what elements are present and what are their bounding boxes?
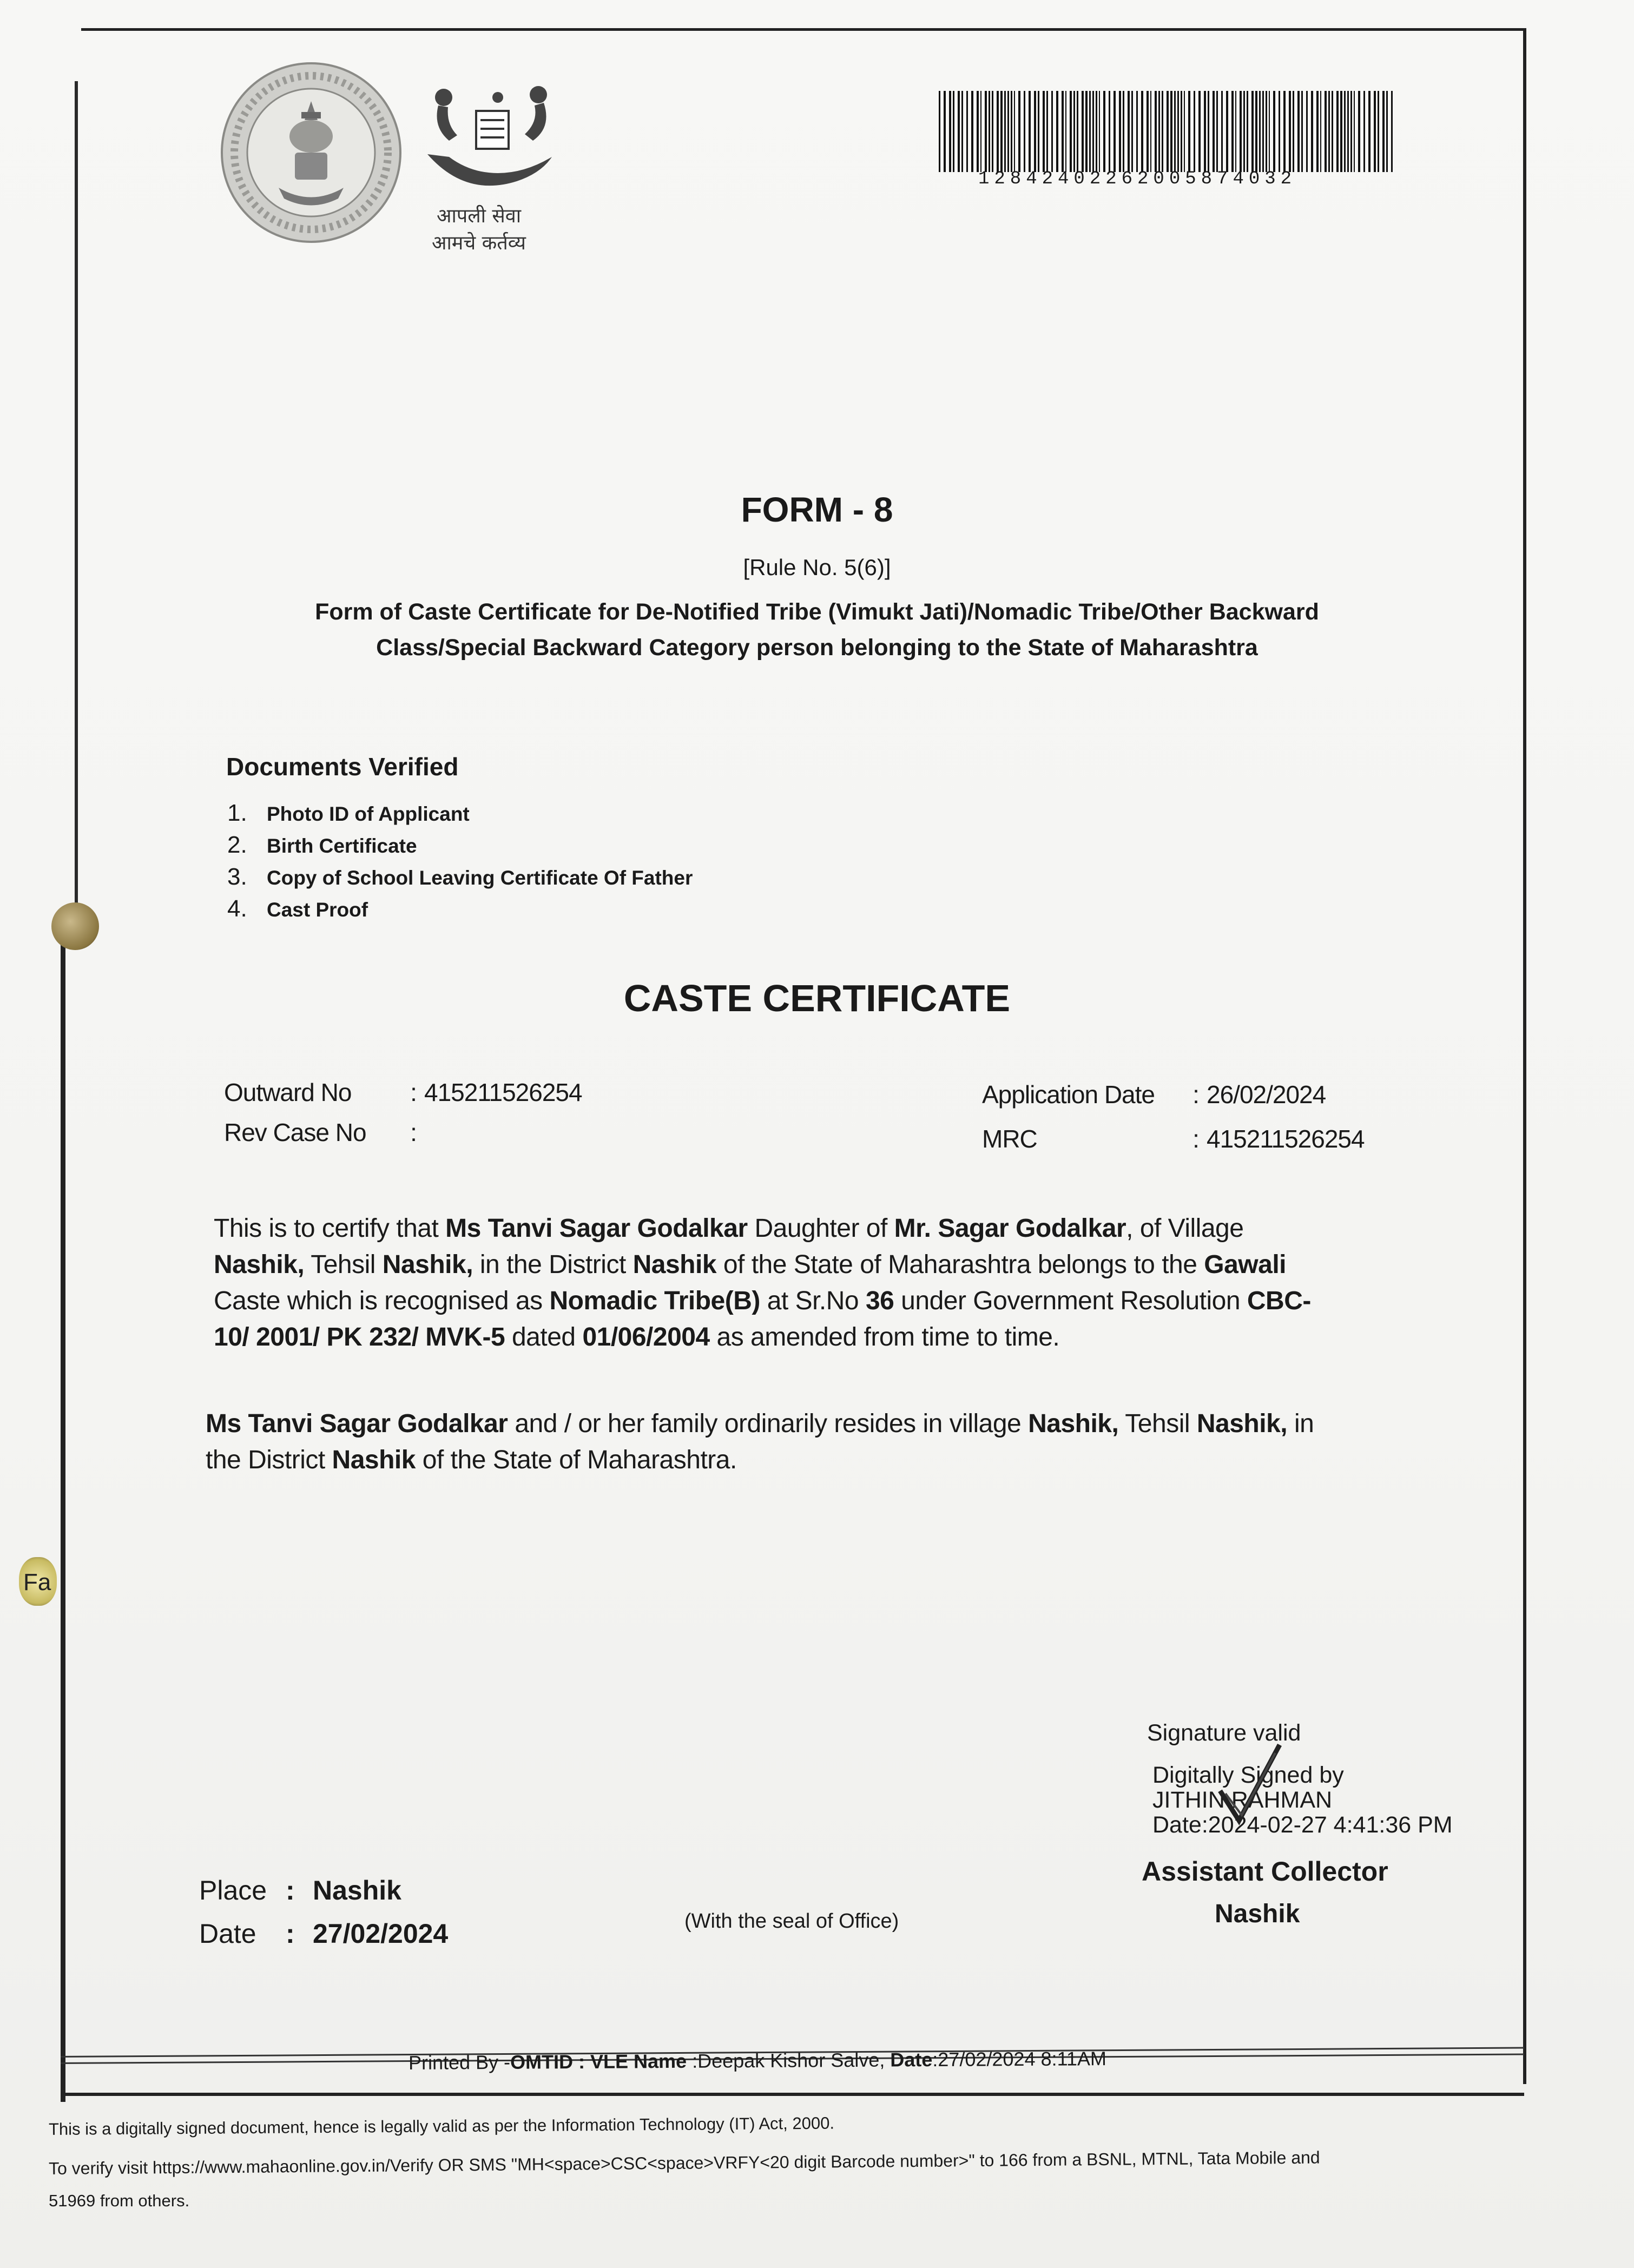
barcode-bar — [1099, 91, 1100, 172]
designation: Assistant Collector — [1142, 1856, 1388, 1887]
form-subtitle — [227, 594, 1407, 665]
barcode-bar — [1340, 91, 1342, 172]
barcode-bar — [1000, 91, 1003, 172]
barcode-bar — [1332, 91, 1333, 172]
barcode-bar — [1188, 91, 1190, 172]
form-title: FORM - 8 — [741, 490, 893, 529]
barcode-bar — [1167, 91, 1169, 172]
barcode-bar — [1262, 91, 1264, 172]
barcode-bar — [1018, 91, 1020, 172]
barcode-bar — [1131, 91, 1133, 172]
barcode-bar — [1269, 91, 1270, 172]
barcode-bar — [1273, 91, 1275, 172]
barcode-bar — [1266, 91, 1267, 172]
caste-certificate-title: CASTE CERTIFICATE — [623, 977, 1011, 1019]
barcode-bar — [1038, 91, 1039, 172]
barcode-bar — [1259, 91, 1261, 172]
barcode-bar — [944, 91, 946, 172]
barcode-bar — [1306, 91, 1308, 172]
signature-block — [1147, 1719, 1453, 1837]
barcode-bar — [1213, 91, 1215, 172]
footer-legal-note: This is a digitally signed document, hence is legally valid as per the Information Technology (IT) Act, 2000. — [48, 2113, 835, 2139]
barcode-bar — [1216, 91, 1218, 172]
logo-tagline-1: आपली सेवा — [436, 205, 522, 227]
barcode-bar — [961, 91, 963, 172]
list-item: 1. Photo ID of Applicant — [227, 800, 470, 826]
barcode-bar — [1320, 91, 1321, 172]
subtitle-line-1: Form of Caste Certificate for De-Notified Tribe (Vimukt Jati)/Nomadic Tribe/Other Backward — [315, 599, 1319, 625]
barcode-bar — [1350, 91, 1352, 172]
barcode-bar — [1056, 91, 1058, 172]
barcode-bar — [1382, 91, 1385, 172]
sign-date: Date:2024-02-27 4:41:36 PM — [1152, 1812, 1453, 1838]
barcode-bar — [1386, 91, 1388, 172]
barcode-bar — [1096, 91, 1097, 172]
list-item: 2. Birth Certificate — [227, 832, 417, 858]
barcode-bar — [1344, 91, 1346, 172]
barcode-bar — [966, 91, 968, 172]
barcode-bar — [1128, 91, 1130, 172]
barcode-bar — [1174, 91, 1176, 172]
barcode-bar — [1240, 91, 1242, 172]
barcode-bar — [1251, 91, 1254, 172]
application-date: Application Date : 26/02/2024 — [982, 1080, 1326, 1109]
barcode-bar — [1328, 91, 1330, 172]
barcode-bar — [1316, 91, 1319, 172]
barcode-bar — [1391, 91, 1393, 172]
barcode-bar — [939, 91, 940, 172]
border-left-lower — [61, 944, 65, 2102]
designation-place: Nashik — [1215, 1900, 1300, 1928]
barcode-bar — [1235, 91, 1236, 172]
list-item: 4. Cast Proof — [227, 895, 368, 922]
barcode-bar — [1051, 91, 1053, 172]
barcode-bar — [1358, 91, 1360, 172]
barcode-bar — [1368, 91, 1371, 172]
barcode-bar — [1085, 91, 1088, 172]
residence-paragraph: Ms Tanvi Sagar Godalkar and / or her family ordinarily resides in village Nashik, Tehsil Nashik, in the District Nashik of the State of Maharashtra. — [206, 1409, 1314, 1474]
barcode-bar — [1155, 91, 1157, 172]
barcode-bar — [1114, 91, 1116, 172]
barcode-bar — [1204, 91, 1206, 172]
barcode-bar — [1177, 91, 1179, 172]
punch-hole-label: Fa — [19, 1557, 57, 1606]
barcode-bar — [1065, 91, 1066, 172]
outward-no: Outward No : 415211526254 — [224, 1078, 582, 1106]
barcode-bar — [1136, 91, 1138, 172]
barcode-bar — [1170, 91, 1172, 172]
barcode-bar — [1336, 91, 1339, 172]
list-item: 3. Copy of School Leaving Certificate Of Father — [227, 863, 693, 890]
barcode-bar — [1363, 91, 1365, 172]
barcode-bar — [958, 91, 960, 172]
barcode-bar — [1181, 91, 1182, 172]
barcode-bar — [1231, 91, 1234, 172]
logo-tagline-2: आमचे कर्तव्य — [432, 232, 526, 254]
barcode-bar — [1141, 91, 1143, 172]
barcode-bar — [1311, 91, 1313, 172]
printed-by: Printed By -OMTID : VLE Name :Deepak Kishor Salve, Date:27/02/2024 8:11AM — [408, 2047, 1107, 2074]
barcode-bar — [1109, 91, 1110, 172]
rule-number: [Rule No. 5(6)] — [743, 555, 891, 580]
punch-hole — [51, 902, 99, 950]
border-right — [1523, 28, 1526, 2084]
barcode-bar — [1374, 91, 1376, 172]
barcode-bar — [971, 91, 973, 172]
barcode-bar — [1221, 91, 1223, 172]
barcode-bar — [1119, 91, 1121, 172]
barcode-bar — [1123, 91, 1124, 172]
barcode-bar — [980, 91, 981, 172]
barcode-bar — [1024, 91, 1025, 172]
rev-case-no: Rev Case No : — [224, 1118, 417, 1146]
maharashtra-seal-icon — [214, 61, 408, 245]
barcode-bar — [1089, 91, 1091, 172]
barcode — [939, 91, 1393, 172]
barcode-bar — [1301, 91, 1303, 172]
barcode-bar — [1184, 91, 1185, 172]
barcode-bar — [1194, 91, 1195, 172]
barcode-bar — [977, 91, 979, 172]
barcode-bar — [1150, 91, 1151, 172]
barcode-bar — [1007, 91, 1009, 172]
barcode-bar — [1029, 91, 1031, 172]
barcode-bar — [1070, 91, 1072, 172]
barcode-bar — [1226, 91, 1228, 172]
barcode-bar — [1092, 91, 1094, 172]
certification-paragraph: This is to certify that Ms Tanvi Sagar Godalkar Daughter of Mr. Sagar Godalkar, of Village Nashik, Tehsil Nashik, in the District Nashik of the State of Maharashtra belongs to the Gawali Caste which is recognised as Nomadic Tribe(B) at Sr.No 36 under Government Resolution CBC- 10/ 2001/ PK 232/ MVK-5 dated 01/06/2004 as amended from time to time. — [214, 1214, 1311, 1351]
barcode-bar — [997, 91, 999, 172]
subtitle-line-2: Class/Special Backward Category person belonging to the State of Maharashtra — [376, 635, 1258, 661]
barcode-bar — [953, 91, 954, 172]
barcode-bar — [1289, 91, 1291, 172]
barcode-bar — [992, 91, 993, 172]
hands-icon — [417, 76, 563, 200]
signer-name: JITHIN RAHMAN — [1152, 1787, 1333, 1813]
barcode-bar — [1158, 91, 1160, 172]
barcode-bar — [1297, 91, 1300, 172]
barcode-bar — [985, 91, 987, 172]
mrc: MRC : 415211526254 — [982, 1125, 1365, 1153]
border-top — [81, 28, 1526, 31]
barcode-bar — [1283, 91, 1286, 172]
barcode-bar — [989, 91, 990, 172]
signature-verified-check-icon — [1215, 1739, 1285, 1834]
documents-list — [227, 800, 693, 927]
barcode-bar — [1073, 91, 1075, 172]
barcode-bar — [1062, 91, 1064, 172]
footer-sms-note: 51969 from others. — [49, 2191, 190, 2210]
barcode-number: 12842402262005874032 — [978, 169, 1297, 189]
barcode-bar — [1198, 91, 1201, 172]
barcode-bar — [1082, 91, 1084, 172]
documents-heading: Documents Verified — [226, 753, 459, 781]
issue-place: Place : Nashik — [199, 1875, 401, 1906]
barcode-bar — [1046, 91, 1048, 172]
barcode-bar — [1014, 91, 1015, 172]
barcode-bar — [1103, 91, 1105, 172]
barcode-bar — [1162, 91, 1163, 172]
border-bottom — [61, 2093, 1524, 2096]
barcode-bar — [1354, 91, 1355, 172]
barcode-bar — [1208, 91, 1209, 172]
barcode-bar — [1255, 91, 1257, 172]
barcode-bar — [1347, 91, 1349, 172]
seal-note: (With the seal of Office) — [684, 1910, 899, 1933]
aaple-sarkar-logo — [417, 76, 563, 271]
issue-date: Date : 27/02/2024 — [199, 1918, 449, 1949]
barcode-bar — [1034, 91, 1036, 172]
barcode-bar — [949, 91, 951, 172]
barcode-bar — [1325, 91, 1327, 172]
digitally-signed-by: Digitally Signed by — [1152, 1762, 1344, 1788]
barcode-bar — [1247, 91, 1248, 172]
barcode-bar — [1147, 91, 1149, 172]
barcode-bar — [1004, 91, 1006, 172]
barcode-bar — [1293, 91, 1294, 172]
barcode-bar — [1378, 91, 1379, 172]
barcode-bar — [1077, 91, 1078, 172]
barcode-bar — [1043, 91, 1045, 172]
barcode-bar — [1011, 91, 1012, 172]
barcode-bar — [1279, 91, 1280, 172]
signature-valid: Signature valid — [1147, 1720, 1301, 1746]
footer-verify-note: To verify visit https://www.mahaonline.gov.in/Verify OR SMS "MH<space>CSC<space>VRFY<20 digit Barcode number>" to 166 from a BSNL, MTNL, Tata Mobile and — [48, 2147, 1320, 2178]
barcode-bar — [1243, 91, 1245, 172]
